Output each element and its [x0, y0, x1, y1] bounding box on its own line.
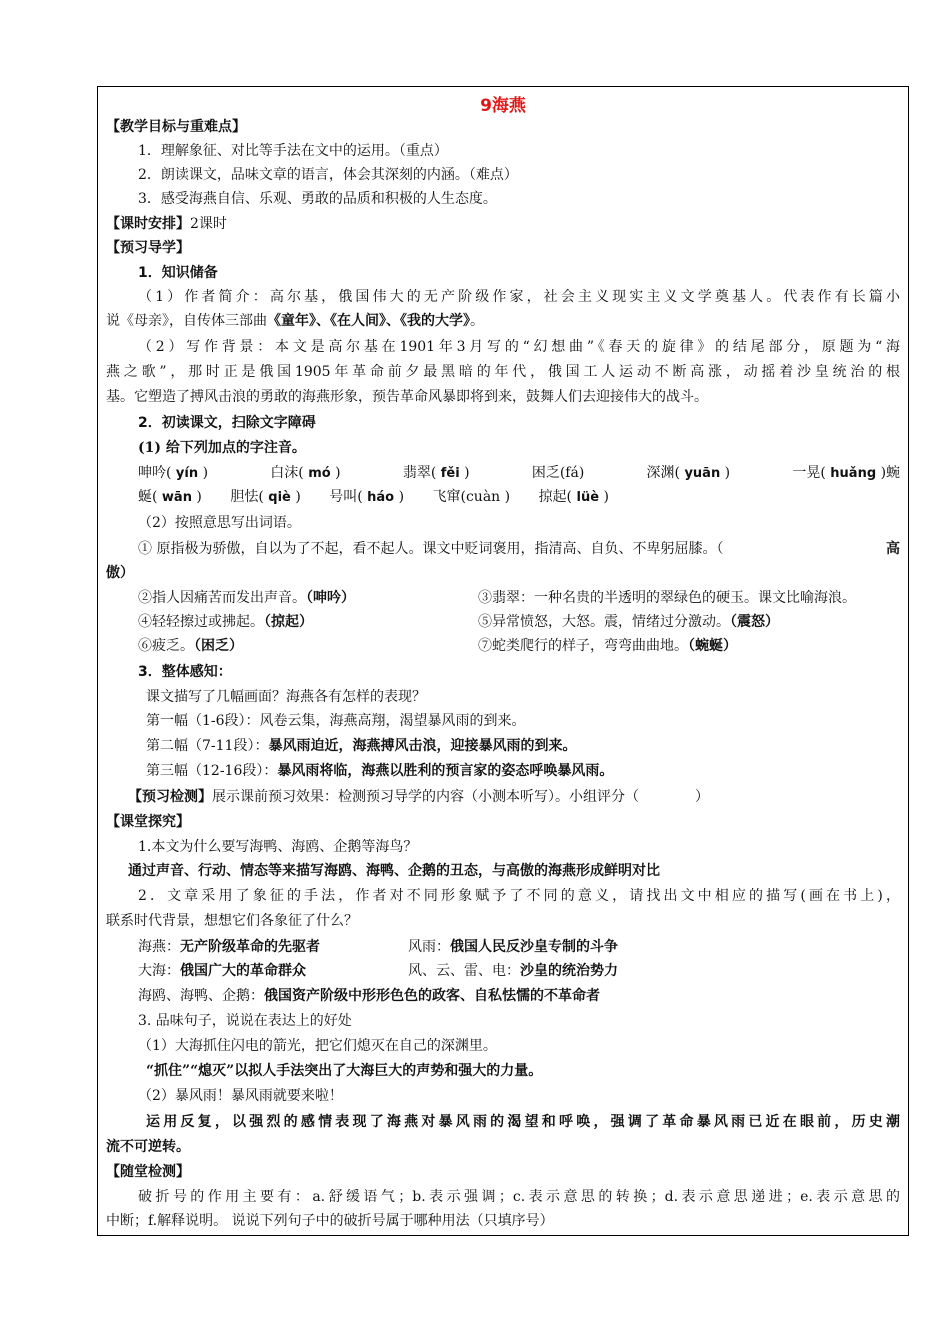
goals-heading: 【教学目标与重难点】: [106, 119, 246, 135]
goal-item: 2．朗读课文，品味文章的语言，体会其深刻的内涵。（难点）: [138, 167, 518, 183]
pinyin-item: 深渊( yuān ): [646, 465, 731, 481]
pinyin-item: 一晃( huǎng )蜿: [792, 465, 901, 481]
definition-1: ① 原指极为骄傲，自以为了不起，看不起人。课文中贬词褒用，指清高、自负、不卑躬屈膝。（ 高: [138, 541, 900, 557]
schedule-heading: 【课时安排】: [106, 216, 190, 232]
goal-item: 3．感受海燕自信、乐观、勇敢的品质和积极的人生态度。: [138, 191, 497, 207]
words-task-title: （2）按照意思写出词语。: [138, 515, 301, 531]
definition-1-answer: 傲）: [106, 565, 134, 581]
definition-row-3: ④轻轻擦过或拂起。（掠起） ⑤异常愤怒，大怒。震，情绪过分激动。（震怒）: [138, 614, 779, 630]
quiz-line-2: 中断；f.解释说明。 说说下列句子中的破折号属于哪种用法（只填序号）: [106, 1213, 554, 1229]
author-text-end: 。: [470, 313, 484, 329]
background-line-2: 燕之歌”，那时正是俄国1905年革命前夕最黑暗的年代，俄国工人运动不断高涨，动摇着沙皇统治的根: [106, 364, 900, 380]
symbol-row-3: 海鸥、海鸭、企鹅：俄国资产阶级中形形色色的政客、自私怯懦的不革命者: [138, 988, 600, 1004]
pinyin-item: 呻吟( yín ): [138, 465, 209, 481]
author-line-2: [106, 311, 900, 331]
explore-question-3: 3. 品味句子，说说在表达上的好处: [138, 1013, 352, 1029]
symbol-row-2: 大海：俄国广大的革命群众 风、云、雷、电：沙皇的统治势力: [138, 963, 618, 979]
background-line-1: （2）写作背景：本文是高尔基在1901年3月写的“幻想曲”《春天的旋律》的结尾部分，原题为“海: [138, 339, 900, 355]
author-line-1: （1）作者简介：高尔基，俄国伟大的无产阶级作家，社会主义现实主义文学奠基人。代表作有长篇小: [138, 289, 900, 305]
scene-3: 第三幅（12-16段）：暴风雨将临，海燕以胜利的预言家的姿态呼唤暴风雨。: [146, 763, 614, 779]
pinyin-row-1: [138, 463, 900, 484]
scene-1: 第一幅（1-6段）：风卷云集，海燕高翔，渴望暴风雨的到来。: [146, 713, 526, 729]
pinyin-item: 蜒( wān ): [138, 489, 202, 505]
schedule-value: 2课时: [190, 216, 227, 232]
pinyin-item: 胆怯( qiè ): [230, 489, 301, 505]
background-line-3: 基。它塑造了搏风击浪的勇敢的海燕形象，预告革命风暴即将到来，鼓舞人们去迎接伟大的战斗。: [106, 389, 708, 405]
section-overview: 3．整体感知：: [138, 664, 232, 680]
explore-answer-1: 通过声音、行动、情态等来描写海鸥、海鸭、企鹅的丑态，与高傲的海燕形成鲜明对比: [128, 863, 660, 879]
quiz-heading: 【随堂检测】: [106, 1164, 190, 1180]
pinyin-item: 号叫( háo ): [329, 489, 405, 505]
preview-check: 【预习检测】展示课前预习效果：检测预习导学的内容（小测本听写）。小组评分（ ）: [128, 789, 709, 805]
sentence-2-answer-line-2: 流不可逆转。: [106, 1139, 190, 1155]
section-knowledge: 1．知识储备: [138, 265, 218, 281]
explore-heading: 【课堂探究】: [106, 814, 190, 830]
definition-5: ⑤异常愤怒，大怒。震，情绪过分激动。（震怒）: [478, 614, 779, 630]
sentence-2: （2）暴风雨！暴风雨就要来啦！: [138, 1088, 343, 1104]
explore-question-2-line-2: 联系时代背景，想想它们各象征了什么？: [106, 913, 358, 929]
goal-item: 1．理解象征、对比等手法在文中的运用。（重点）: [138, 143, 448, 159]
section-reading: 2．初读课文，扫除文字障碍: [138, 415, 316, 431]
sentence-1: （1）大海抓住闪电的箭光，把它们熄灭在自己的深渊里。: [138, 1038, 497, 1054]
definition-row-4: ⑥疲乏。（困乏） ⑦蛇类爬行的样子，弯弯曲曲地。（蜿蜒）: [138, 638, 737, 654]
schedule-line: [106, 214, 900, 234]
author-text: 说《母亲》，自传体三部曲: [106, 313, 267, 329]
page-title: 9海燕: [480, 96, 526, 116]
pinyin-item: 白沫( mó ): [270, 465, 341, 481]
definition-7: ⑦蛇类爬行的样子，弯弯曲曲地。（蜿蜒）: [478, 638, 737, 654]
pinyin-task-title: (1) 给下列加点的字注音。: [138, 440, 306, 456]
pinyin-item: 掠起( lüè ): [538, 489, 609, 505]
explore-question-1: 1.本文为什么要写海鸭、海鸥、企鹅等海鸟？: [138, 839, 418, 855]
pinyin-item: 困乏(fá): [531, 465, 585, 481]
pinyin-item: 飞窜(cuàn ): [432, 489, 511, 505]
explore-question-2-line-1: 2．文章采用了象征的手法，作者对不同形象赋予了不同的意义，请找出文中相应的描写(画在书上)，: [138, 888, 900, 904]
pinyin-row-2: [138, 487, 900, 508]
author-works: 《童年》、《在人间》、《我的大学》: [267, 313, 470, 329]
pinyin-item: 翡翠( fěi ): [402, 465, 470, 481]
definition-3: ③翡翠：一种名贵的半透明的翠绿色的硬玉。课文比喻海浪。: [478, 590, 856, 606]
definition-row-2: ②指人因痛苦而发出声音。（呻吟） ③翡翠：一种名贵的半透明的翠绿色的硬玉。课文比喻海浪。: [138, 590, 856, 606]
worksheet-frame: [97, 86, 909, 1236]
quiz-line-1: 破折号的作用主要有：a.舒缓语气；b.表示强调；c.表示意思的转换；d.表示意思递进；e.表示意思的: [138, 1189, 900, 1205]
overview-question: 课文描写了几幅画面？海燕各有怎样的表现？: [146, 689, 426, 705]
scene-2: 第二幅（7-11段）：暴风雨迫近，海燕搏风击浪，迎接暴风雨的到来。: [146, 738, 577, 754]
sentence-1-answer: “抓住”“熄灭”以拟人手法突出了大海巨大的声势和强大的力量。: [146, 1063, 543, 1079]
preview-heading: 【预习导学】: [106, 240, 190, 256]
sentence-2-answer-line-1: 运用反复，以强烈的感情表现了海燕对暴风雨的渴望和呼唤，强调了革命暴风雨已近在眼前，历史潮: [146, 1114, 900, 1130]
symbol-row-1: 海燕：无产阶级革命的先驱者 风雨：俄国人民反沙皇专制的斗争: [138, 939, 618, 955]
